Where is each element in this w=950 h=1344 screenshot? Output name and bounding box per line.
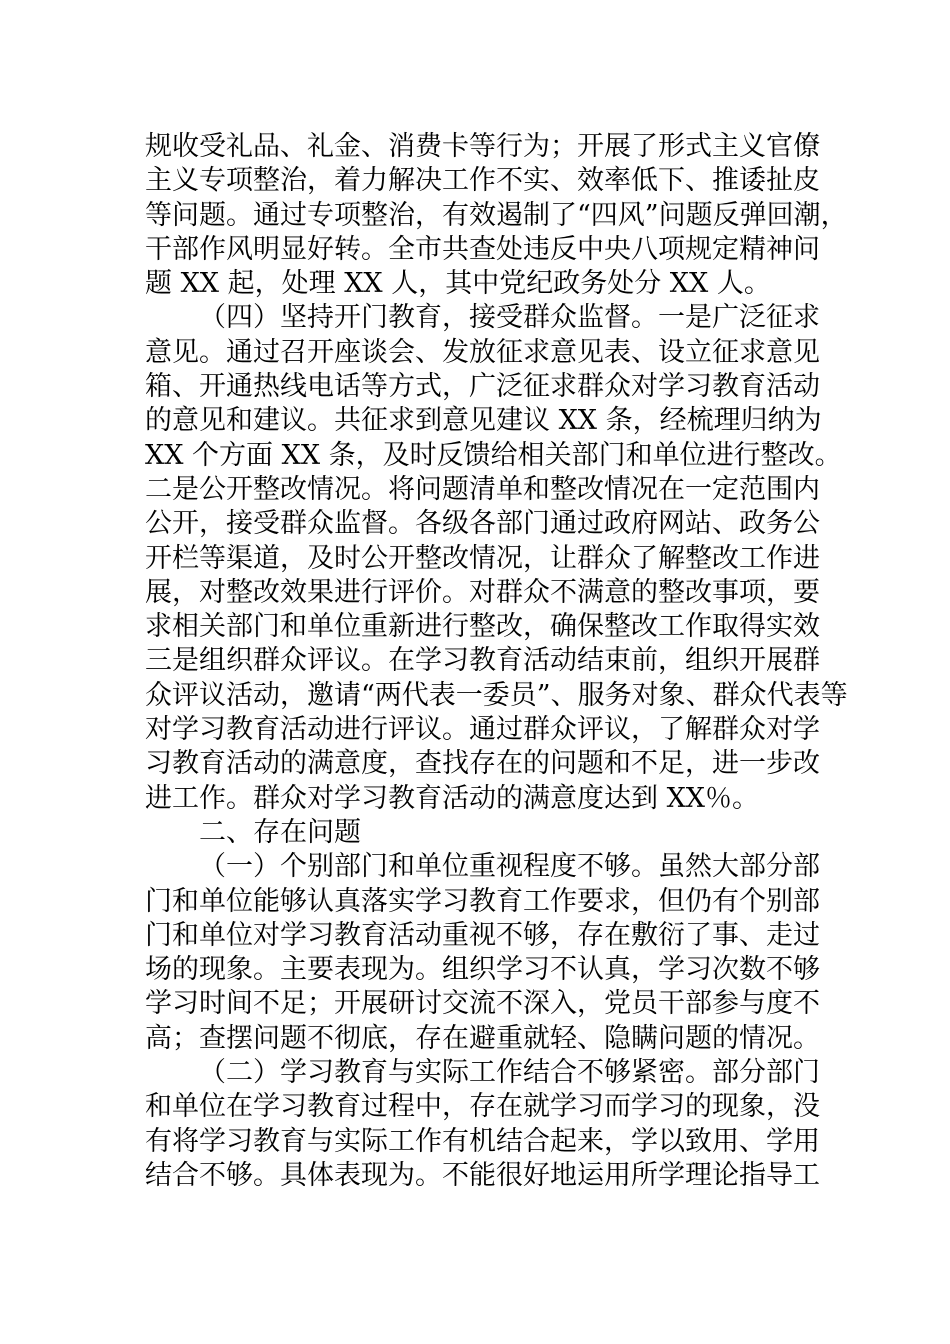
text-line: 展，对整改效果进行评价。对群众不满意的整改事项，要 xyxy=(145,576,820,608)
text-line: 学习时间不足；开展研讨交流不深入，党员干部参与度不 xyxy=(145,988,820,1020)
text-line: 三是组织群众评议。在学习教育活动结束前，组织开展群 xyxy=(145,645,820,677)
text-line: 的意见和建议。共征求到意见建议 XX 条，经梳理归纳为 xyxy=(145,405,822,437)
section-heading: 二、存在问题 xyxy=(199,816,361,848)
text-line: 场的现象。主要表现为。组织学习不认真，学习次数不够 xyxy=(145,954,820,986)
text-line: 规收受礼品、礼金、消费卡等行为；开展了形式主义官僚 xyxy=(145,131,820,162)
text-line: 习教育活动的满意度，查找存在的问题和不足，进一步改 xyxy=(145,748,820,780)
text-line: 意见。通过召开座谈会、发放征求意见表、设立征求意见 xyxy=(145,336,820,368)
text-line: 二是公开整改情况。将问题清单和整改情况在一定范围内 xyxy=(145,473,820,505)
text-line: 等问题。通过专项整治，有效遏制了“四风”问题反弹回潮， xyxy=(145,199,848,231)
text-line: 众评议活动，邀请“两代表一委员”、服务对象、群众代表等 xyxy=(145,679,848,711)
text-line: 门和单位能够认真落实学习教育工作要求，但仍有个别部 xyxy=(145,885,820,917)
text-line: 高；查摆问题不彻底，存在避重就轻、隐瞒问题的情况。 xyxy=(145,1022,820,1054)
text-line: 求相关部门和单位重新进行整改，确保整改工作取得实效 xyxy=(145,611,820,643)
text-line: 进工作。群众对学习教育活动的满意度达到 XX％。 xyxy=(145,782,760,814)
text-line: 主义专项整治，着力解决工作不实、效率低下、推诿扯皮 xyxy=(145,165,820,197)
paragraph-start-line: （一）个别部门和单位重视程度不够。虽然大部分部 xyxy=(199,851,820,883)
text-line: 公开，接受群众监督。各级各部门通过政府网站、政务公 xyxy=(145,508,820,540)
text-line: 开栏等渠道，及时公开整改情况，让群众了解整改工作进 xyxy=(145,542,820,574)
text-line: 对学习教育活动进行评议。通过群众评议，了解群众对学 xyxy=(145,714,820,746)
paragraph-start-line: （四）坚持开门教育，接受群众监督。一是广泛征求 xyxy=(199,302,820,334)
text-line: XX 个方面 XX 条，及时反馈给相关部门和单位进行整改。 xyxy=(145,439,842,471)
text-line: 结合不够。具体表现为。不能很好地运用所学理论指导工 xyxy=(145,1159,820,1191)
text-line: 干部作风明显好转。全市共查处违反中央八项规定精神问 xyxy=(145,233,820,265)
text-line: 门和单位对学习教育活动重视不够，存在敷衍了事、走过 xyxy=(145,919,820,951)
paragraph-start-line: （二）学习教育与实际工作结合不够紧密。部分部门 xyxy=(199,1057,820,1089)
body-text xyxy=(145,130,848,1193)
text-line: 题 XX 起，处理 XX 人，其中党纪政务处分 XX 人。 xyxy=(145,268,771,300)
text-line: 有将学习教育与实际工作有机结合起来，学以致用、学用 xyxy=(145,1125,820,1157)
text-line: 箱、开通热线电话等方式，广泛征求群众对学习教育活动 xyxy=(145,371,820,403)
text-line: 和单位在学习教育过程中，存在就学习而学习的现象，没 xyxy=(145,1091,820,1123)
